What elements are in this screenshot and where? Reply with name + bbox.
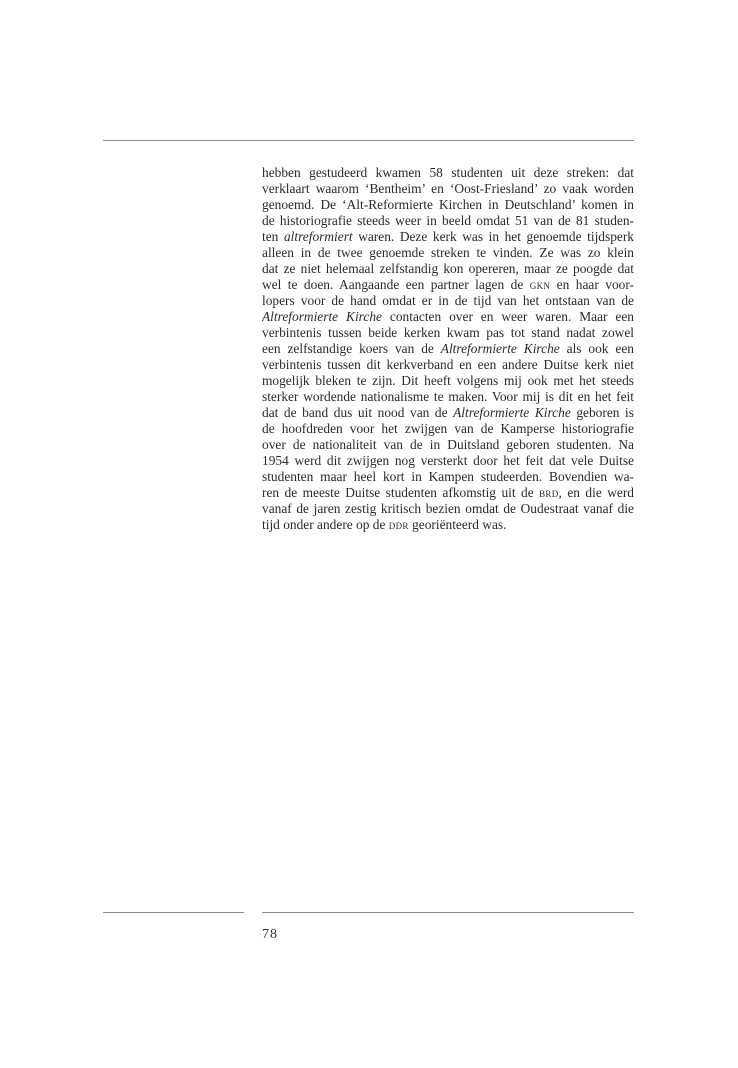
text-run: hebben gestudeerd kwamen 58 studenten uit deze streken: dat bbox=[262, 165, 634, 180]
text-line bbox=[262, 213, 634, 229]
text-run: een zelfstandige koers van de bbox=[262, 341, 441, 356]
italic-term: altreformiert bbox=[283, 229, 353, 244]
text-run: geboren is bbox=[570, 405, 634, 420]
text-run: alleen in de twee genoemde streken te vinden. Ze was zo klein bbox=[262, 245, 634, 260]
abbreviation-brd: brd bbox=[539, 485, 559, 500]
text-line bbox=[262, 469, 634, 485]
text-line bbox=[262, 421, 634, 437]
text-line bbox=[262, 485, 634, 501]
text-run: dat de band dus uit nood van de bbox=[262, 405, 454, 420]
text-run: en haar voor- bbox=[550, 277, 634, 292]
header-rule bbox=[103, 140, 634, 141]
text-run: als ook een bbox=[559, 341, 634, 356]
text-run: over de nationaliteit van de in Duitsland geboren studenten. Na bbox=[262, 437, 634, 452]
text-run: , en die werd bbox=[558, 485, 634, 500]
text-line bbox=[262, 389, 634, 405]
text-run: tijd onder andere op de bbox=[262, 517, 389, 532]
text-run: ten bbox=[262, 229, 284, 244]
text-run: verklaart waarom ‘Bentheim’ en ‘Oost-Friesland’ zo vaak worden bbox=[262, 181, 634, 196]
text-line bbox=[262, 357, 634, 373]
text-line bbox=[262, 453, 634, 469]
text-line bbox=[262, 309, 634, 325]
text-run: vanaf de jaren zestig kritisch bezien omdat de Oudestraat vanaf die bbox=[262, 501, 634, 516]
text-run: de historiografie steeds weer in beeld omdat 51 van de 81 studen- bbox=[262, 213, 634, 228]
text-run: contacten over en weer waren. Maar een bbox=[381, 309, 634, 324]
text-line bbox=[262, 517, 634, 533]
text-run: 1954 werd dit zwijgen nog versterkt door het feit dat vele Duitse bbox=[262, 453, 634, 468]
text-run: lopers voor de hand omdat er in de tijd van het ontstaan van de bbox=[262, 293, 634, 308]
abbreviation-ddr: ddr bbox=[388, 517, 409, 532]
italic-term: Altreformierte Kirche bbox=[440, 341, 560, 356]
text-line bbox=[262, 245, 634, 261]
text-run: genoemd. De ‘Alt-Reformierte Kirchen in Deutschland’ komen in bbox=[262, 197, 634, 212]
text-line bbox=[262, 325, 634, 341]
text-line bbox=[262, 229, 634, 245]
text-run: sterker wordende nationalisme te maken. Voor mij is dit en het feit bbox=[262, 389, 634, 404]
footer-rule-right bbox=[262, 912, 634, 913]
text-run: verbintenis tussen dit kerkverband en een andere Duitse kerk niet bbox=[262, 357, 634, 372]
text-run: dat ze niet helemaal zelfstandig kon opereren, maar ze poogde dat bbox=[262, 261, 634, 276]
text-run: mogelijk bleken te zijn. Dit heeft volgens mij ook met het steeds bbox=[262, 373, 634, 388]
text-run: waren. Deze kerk was in het genoemde tijdsperk bbox=[352, 229, 634, 244]
text-run: ren de meeste Duitse studenten afkomstig uit de bbox=[262, 485, 540, 500]
text-line bbox=[262, 373, 634, 389]
text-line bbox=[262, 405, 634, 421]
text-line bbox=[262, 181, 634, 197]
italic-term: Altreformierte Kirche bbox=[453, 405, 571, 420]
text-line bbox=[262, 165, 634, 181]
page-number: 78 bbox=[262, 927, 278, 942]
text-line bbox=[262, 197, 634, 213]
text-run: wel te doen. Aangaande een partner lagen de bbox=[262, 277, 530, 292]
footer-rule-left bbox=[103, 912, 244, 913]
text-line bbox=[262, 293, 634, 309]
text-line bbox=[262, 437, 634, 453]
text-line bbox=[262, 501, 634, 517]
text-run: georiënteerd was. bbox=[408, 517, 507, 532]
body-paragraph bbox=[262, 165, 634, 533]
text-line bbox=[262, 341, 634, 357]
text-line bbox=[262, 277, 634, 293]
abbreviation-gkn: gkn bbox=[529, 277, 551, 292]
text-run: studenten maar heel kort in Kampen studeerden. Bovendien wa- bbox=[262, 469, 634, 484]
text-run: de hoofdreden voor het zwijgen van de Kamperse historiografie bbox=[262, 421, 634, 436]
text-line bbox=[262, 261, 634, 277]
text-run: verbintenis tussen beide kerken kwam pas tot stand nadat zowel bbox=[262, 325, 634, 340]
italic-term: Altreformierte Kirche bbox=[262, 309, 382, 324]
